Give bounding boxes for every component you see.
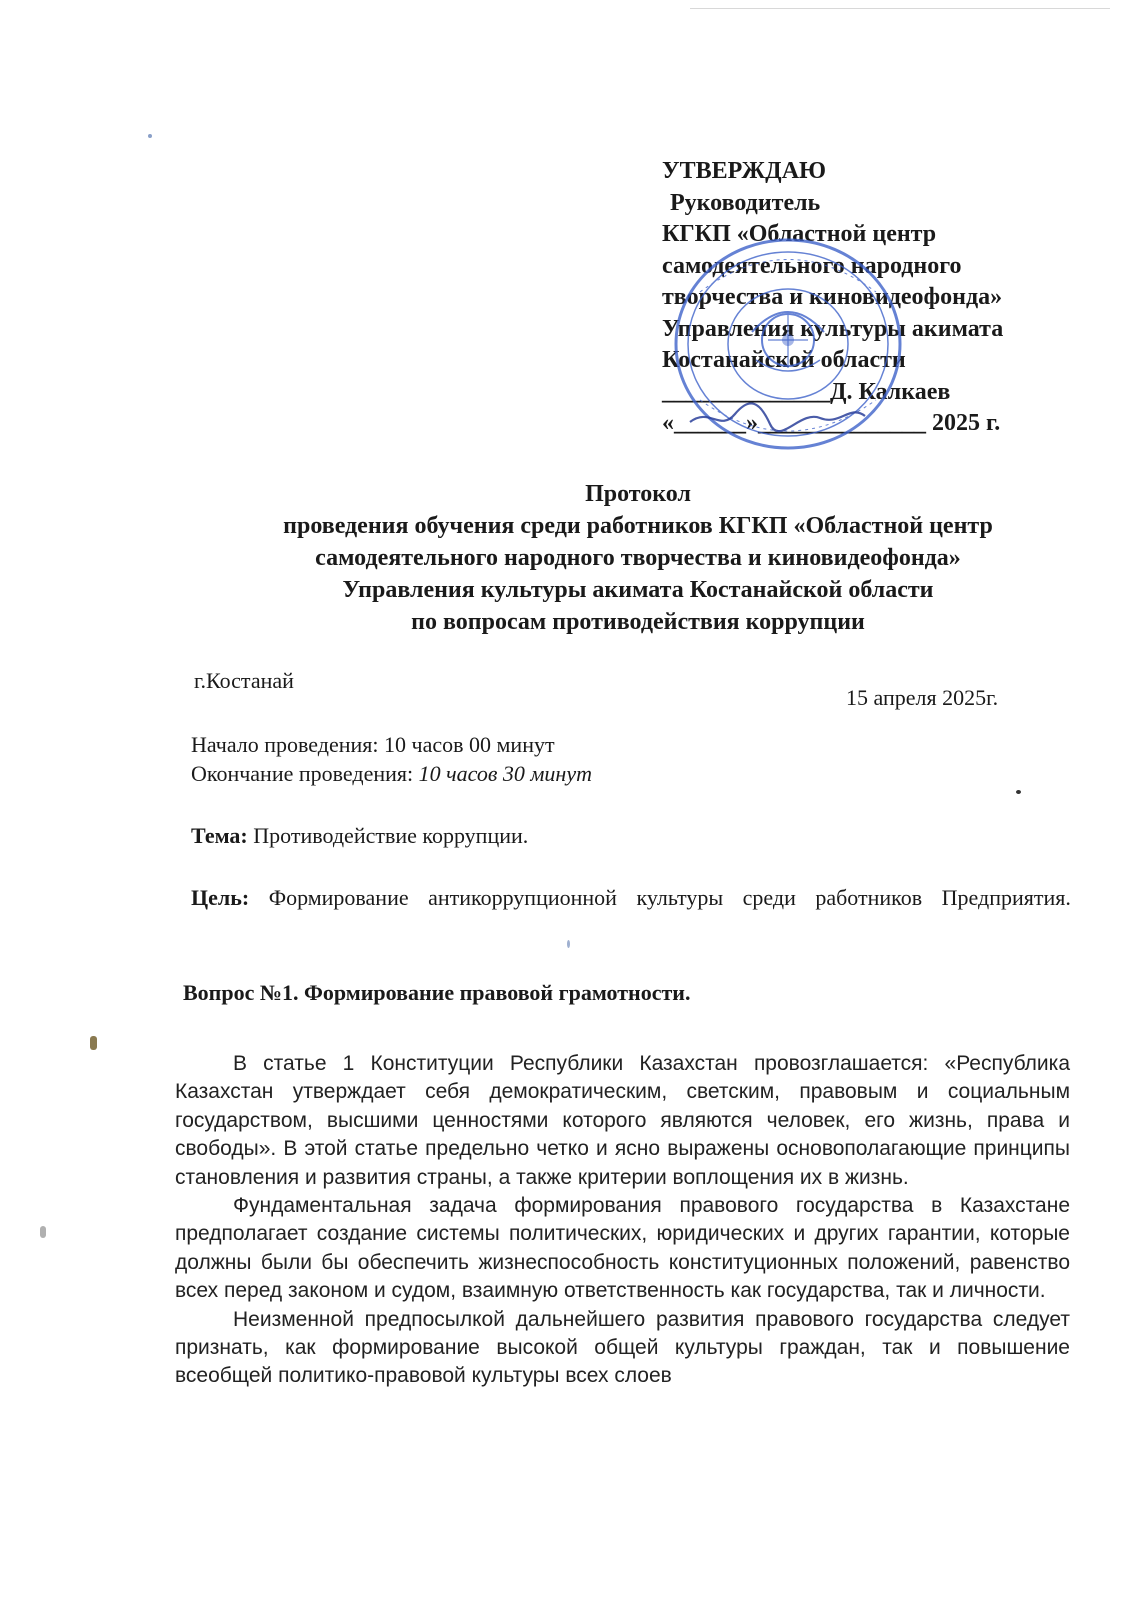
title-line: самодеятельного народного творчества и киновидеофонда» xyxy=(315,545,961,571)
meeting-times xyxy=(191,730,592,788)
protocol-date: 15 апреля 2025г. xyxy=(846,685,999,710)
title-line: Протокол xyxy=(585,481,691,507)
approval-line: Управления культуры акимата xyxy=(662,315,1004,342)
approval-heading: УТВЕРЖДАЮ xyxy=(662,158,827,184)
topic-label: Тема: xyxy=(191,823,248,848)
scan-speck xyxy=(148,134,152,138)
scan-edge-line xyxy=(690,8,1110,9)
title-line: проведения обучения среди работников КГКП «Областной центр xyxy=(283,513,993,539)
approval-line: творчества и киновидеофонда» xyxy=(662,284,1003,310)
topic xyxy=(191,823,528,849)
body-text xyxy=(175,1050,1070,1391)
scan-speck xyxy=(1016,790,1021,794)
topic-text: Противодействие коррупции. xyxy=(247,823,529,848)
end-time-value: 10 часов 30 минут xyxy=(418,761,592,786)
goal-label: Цель: xyxy=(191,885,250,910)
paragraph: Фундаментальная задача формирования правового государства в Казахстане предполагает создание системы политических, юридических и других гарантии, которые должны были бы обеспечить жизнеспособность конституционных положений, равенство всех перед законом и судом, взаимную ответственность как государства, так и личности. xyxy=(175,1194,1070,1303)
question-1-heading: Вопрос №1. Формирование правовой грамотности. xyxy=(183,980,691,1005)
paragraph: Неизменной предпосылкой дальнейшего развития правового государства следует признать, как формирование высокой общей культуры граждан, так и повышение всеобщей политико-правовой культуры всех слоев xyxy=(175,1307,1070,1388)
approval-date-line: «______»______________ 2025 г. xyxy=(662,410,1001,436)
approval-line: самодеятельного народного xyxy=(662,252,962,279)
approval-line: КГКП «Областной центр xyxy=(662,221,937,247)
scan-speck xyxy=(90,1036,97,1050)
approval-line: Руководитель xyxy=(670,189,821,216)
scan-speck xyxy=(567,940,570,948)
approval-line: Костанайской области xyxy=(662,347,906,373)
start-time: Начало проведения: 10 часов 00 минут xyxy=(191,732,555,757)
end-time-label: Окончание проведения: xyxy=(191,761,419,786)
signature-line: ______________Д. Калкаев xyxy=(662,378,951,405)
official-seal-stamp-icon xyxy=(660,232,910,462)
paragraph: В статье 1 Конституции Республики Казахстан провозглашается: «Республика Казахстан утверждает себя демократическим, светским, правовым и социальным государством, высшими ценностями которого являются человек, его жизнь, права и свободы». В этой статье предельно четко и ясно выражены основополагающие принципы становления и развития страны, а также критерии воплощения их в жизнь. xyxy=(175,1052,1070,1189)
protocol-title xyxy=(170,478,1106,638)
scan-speck xyxy=(40,1226,46,1238)
title-line: по вопросам противодействия коррупции xyxy=(411,609,865,635)
end-time-row xyxy=(191,759,592,788)
city: г.Костанай xyxy=(194,668,294,693)
title-line: Управления культуры акимата Костанайской области xyxy=(342,577,934,603)
goal-text: Формирование антикоррупционной культуры среди работников Предприятия. xyxy=(249,885,1071,910)
goal xyxy=(191,884,1076,912)
